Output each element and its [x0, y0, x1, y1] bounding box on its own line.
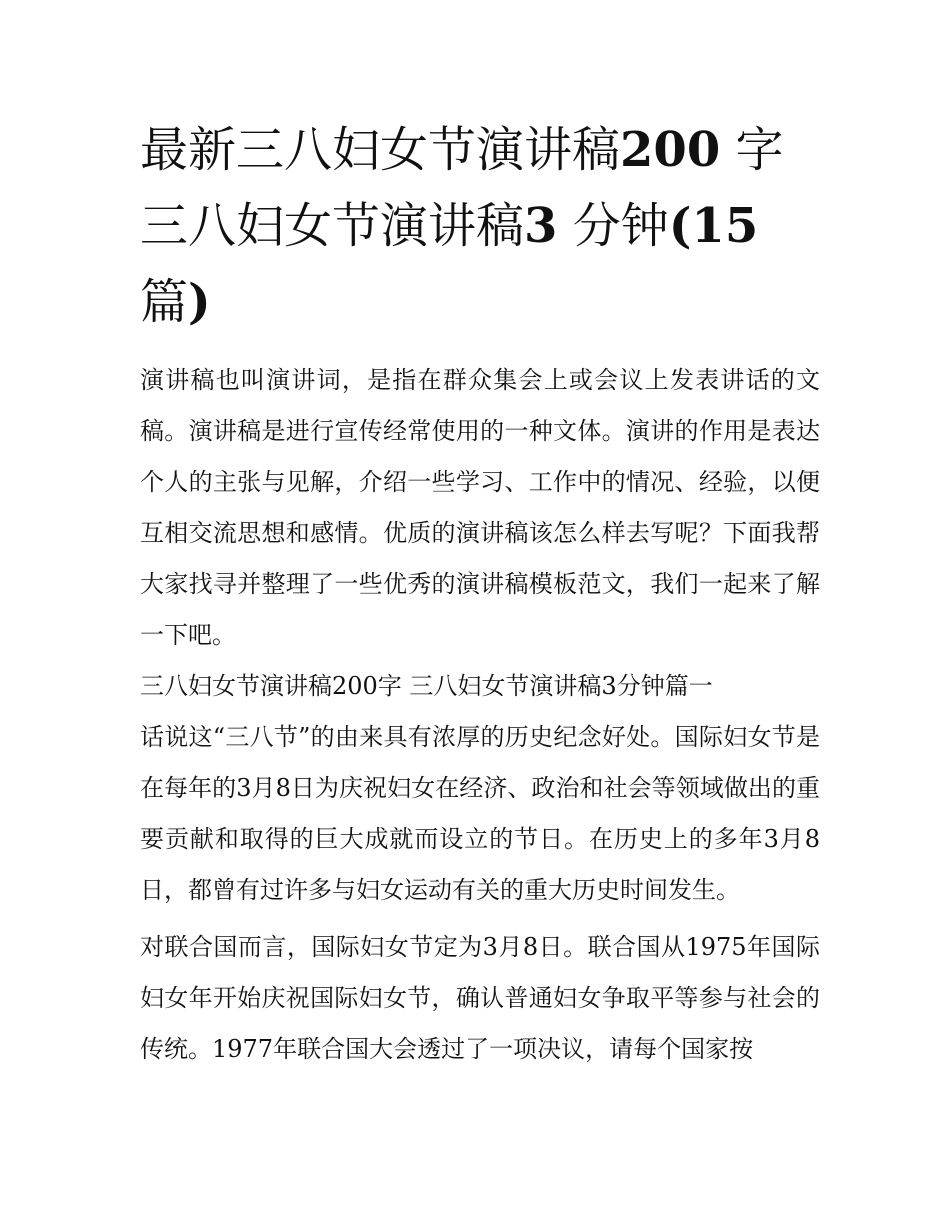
section-heading: 三八妇女节演讲稿200字 三八妇女节演讲稿3分钟篇一	[140, 672, 713, 700]
title-number-200: 200	[620, 122, 721, 178]
title-text-3: 分钟	[572, 198, 669, 254]
intro-paragraph: 演讲稿也叫演讲词，是指在群众集会上或会议上发表讲话的文稿。演讲稿是进行宣传经常使用的一种文体。演讲的作用是表达个人的主张与见解，介绍一些学习、工作中的情况、经验，以便互相交流思想和感情。优质的演讲稿该怎么样去写呢？下面我帮大家找寻并整理了一些优秀的演讲稿模板范文，我们一起来了解一下吧。	[140, 366, 820, 649]
title-close-paren: )	[188, 274, 211, 330]
title-number-3: 3	[524, 198, 558, 254]
document-title	[140, 112, 820, 340]
body-paragraph-2: 对联合国而言，国际妇女节定为3月8日。联合国从1975年国际妇女年开始庆祝国际妇女节，确认普通妇女争取平等参与社会的传统。1977年联合国大会透过了一项决议，请每个国家按	[140, 933, 820, 1063]
document-body	[140, 355, 820, 1075]
body-paragraph-1: 话说这“三八节”的由来具有浓厚的历史纪念好处。国际妇女节是在每年的3月8日为庆祝妇女在经济、政治和社会等领域做出的重要贡献和取得的巨大成就而设立的节日。在历史上的多年3月8日，都曾有过许多与妇女运动有关的重大历史时间发生。	[140, 723, 820, 904]
title-number-15: (15	[668, 198, 759, 254]
title-text-4: 篇	[140, 274, 189, 330]
title-text-1: 最新三八妇女节演讲稿	[140, 122, 621, 178]
title-text-2: 字三八妇女节演讲稿	[140, 122, 784, 254]
